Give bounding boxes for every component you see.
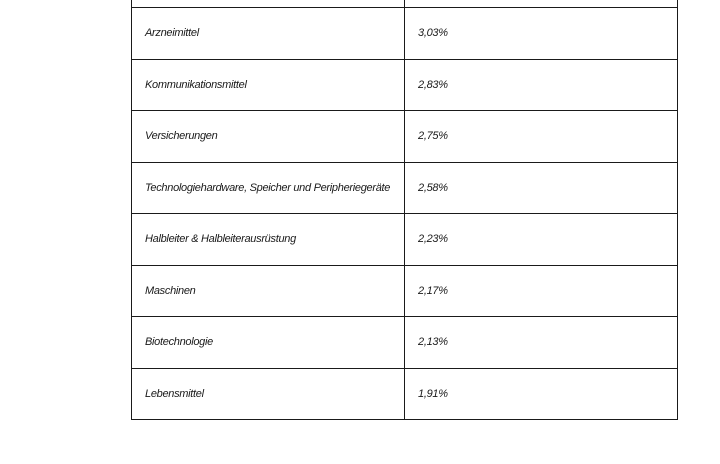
- table-row-cut-off: [132, 0, 678, 8]
- sector-cell: Kommunikationsmittel: [132, 59, 405, 111]
- table-row: [132, 8, 678, 60]
- weight-cell: 2,17%: [405, 265, 678, 317]
- sector-cell: Biotechnologie: [132, 317, 405, 369]
- weight-cell: 2,58%: [405, 162, 678, 214]
- table-row: [132, 162, 678, 214]
- sector-cell: Versicherungen: [132, 111, 405, 163]
- weight-cell: 1,91%: [405, 368, 678, 420]
- sector-cell: Lebensmittel: [132, 368, 405, 420]
- table-cell-empty: [132, 0, 405, 8]
- table-row: [132, 317, 678, 369]
- table-row: [132, 59, 678, 111]
- table: [131, 0, 678, 420]
- sector-cell: Maschinen: [132, 265, 405, 317]
- table-row: [132, 265, 678, 317]
- weight-cell: 2,23%: [405, 214, 678, 266]
- weight-cell: 2,83%: [405, 59, 678, 111]
- table-cell-empty: [405, 0, 678, 8]
- table-row: [132, 111, 678, 163]
- sector-weight-table: [131, 0, 677, 420]
- weight-cell: 2,75%: [405, 111, 678, 163]
- table-row: [132, 214, 678, 266]
- weight-cell: 3,03%: [405, 8, 678, 60]
- weight-cell: 2,13%: [405, 317, 678, 369]
- table-row: [132, 368, 678, 420]
- sector-cell: Technologiehardware, Speicher und Peripheriegeräte: [132, 162, 405, 214]
- sector-cell: Halbleiter & Halbleiterausrüstung: [132, 214, 405, 266]
- sector-cell: Arzneimittel: [132, 8, 405, 60]
- table-body: [132, 0, 678, 420]
